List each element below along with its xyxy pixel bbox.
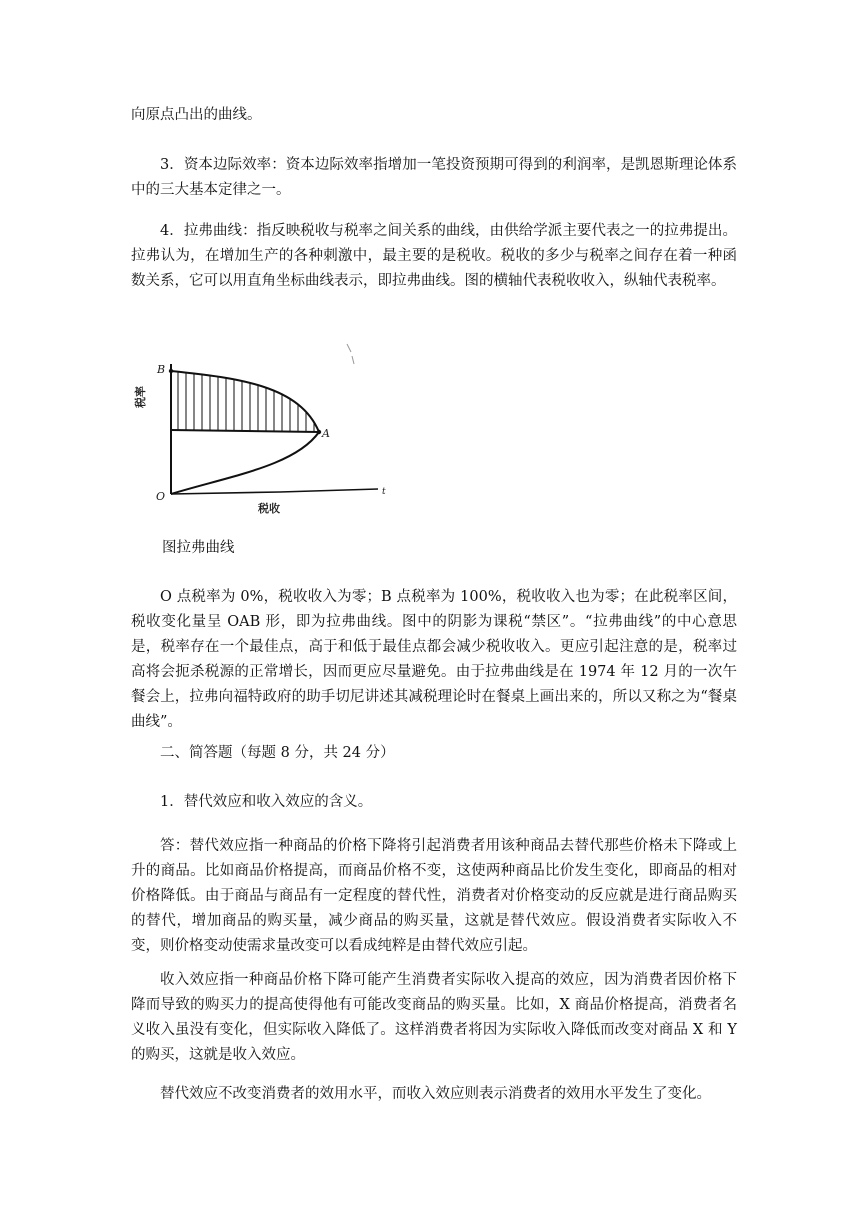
laffer-curve-figure (130, 326, 400, 520)
point-b (169, 369, 173, 373)
scan-mark (347, 344, 354, 364)
paragraph-substitution-effect: 答：替代效应指一种商品的价格下降将引起消费者用该种商品去替代那些价格未下降或上升的商品。比如商品价格提高，而商品价格不变，这使两种商品比价发生变化，即商品的相对价格降低。由于商品与商品有一定程度的替代性，消费者对价格变动的反应就是进行商品购买的替代，增加商品的购买量，减少商品的购买量，这就是替代效应。假设消费者实际收入不变，则价格变动使需求量改变可以看成纯粹是由替代效应引起。 (131, 838, 737, 954)
laffer-curve-upper (171, 371, 319, 432)
y-axis-label: 税率 (134, 386, 147, 408)
paragraph-laffer-explanation: O 点税率为 0%，税收收入为零；B 点税率为 100%，税收收入也为零；在此税率区间，税收变化量呈 OAB 形，即为拉弗曲线。图中的阴影为课税“禁区”。“拉弗曲线”的中心意思是，税率存在一个最佳点，高于和低于最佳点都会减少税收收入。更应引起注意的是，税率过高将会扼杀税源的正常增长，因而更应尽量避免。由于拉弗曲线是在 1974 年 12 月的一次午餐会上，拉弗向福特政府的助手切尼讲述其减税理论时在餐桌上画出来的，所以又称之为“餐桌曲线”。 (131, 589, 737, 730)
laffer-curve-diagram (130, 326, 400, 520)
paragraph-laffer-curve: 4．拉弗曲线：指反映税收与税率之间关系的曲线，由供给学派主要代表之一的拉弗提出。拉弗认为，在增加生产的各种刺激中，最主要的是税收。税收的多少与税率之间存在着一种函数关系，它可以用直角坐标曲线表示，即拉弗曲线。图的横轴代表税收收入，纵轴代表税率。 (131, 223, 737, 289)
label-a: A (322, 427, 330, 440)
paragraph-income-effect: 收入效应指一种商品价格下降可能产生消费者实际收入提高的效应，因为消费者因价格下降而导致的购买力的提高使得他有可能改变商品的购买量。比如，X 商品价格提高，消费者名义收入虽没有变化，但实际收入降低了。这样消费者将因为实际收入降低而改变对商品 X 和 Y 的购买，这就是收入效应。 (131, 972, 737, 1063)
laffer-curve-lower (171, 432, 319, 494)
point-a (317, 430, 321, 434)
x-axis-label: 税收 (258, 502, 280, 515)
question-heading: 1．替代效应和收入效应的含义。 (160, 794, 373, 810)
label-o: O (156, 490, 166, 503)
paragraph-capital-marginal-efficiency: 3．资本边际效率：资本边际效率指增加一笔投资预期可得到的利润率，是凯恩斯理论体系中的三大基本定律之一。 (131, 157, 737, 198)
x-axis-end-mark: t (382, 487, 386, 497)
paragraph: 向原点凸出的曲线。 (131, 107, 262, 123)
figure-caption: 图拉弗曲线 (162, 540, 235, 556)
label-b: B (157, 363, 166, 376)
section-heading: 二、简答题（每题 8 分，共 24 分） (160, 745, 395, 761)
paragraph-conclusion: 替代效应不改变消费者的效用水平，而收入效应则表示消费者的效用水平发生了变化。 (160, 1086, 711, 1102)
x-axis (171, 489, 378, 494)
optimal-rate-line (171, 430, 319, 432)
